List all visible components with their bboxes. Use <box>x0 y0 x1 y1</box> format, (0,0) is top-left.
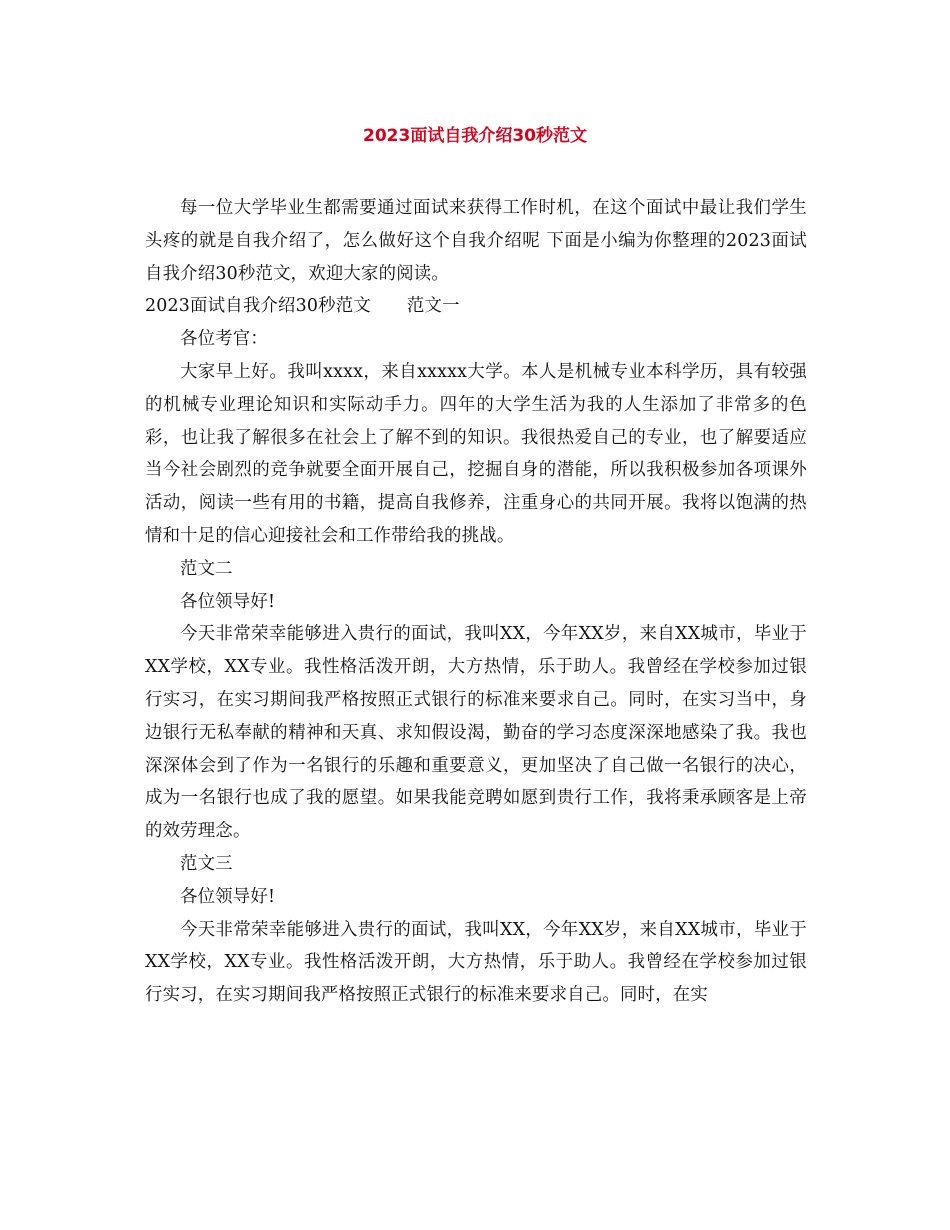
intro-paragraph: 每一位大学毕业生都需要通过面试来获得工作时机，在这个面试中最让我们学生头疼的就是自我介绍了，怎么做好这个自我介绍呢 下面是小编为你整理的2023面试自我介绍30秒范文，欢迎大家的阅读。 <box>145 198 807 284</box>
sample-3-heading: 范文三 <box>180 853 233 874</box>
sample-1-body: 大家早上好。我叫xxxx，来自xxxxx大学。本人是机械专业本科学历，具有较强的机械专业理论知识和实际动手力。四年的大学生活为我的人生添加了非常多的色彩，也让我了解很多在社会上了解不到的知识。我很热爱自己的专业，也了解要适应当今社会剧烈的竞争就要全面开展自己，挖掘自身的潜能，所以我积极参加各项课外活动，阅读一些有用的书籍，提高自我修养，注重身心的共同开展。我将以饱满的热情和十足的信心迎接社会和工作带给我的挑战。 <box>145 361 807 546</box>
sample-2-greeting: 各位领导好! <box>180 591 276 612</box>
sample-2-heading: 范文二 <box>180 558 233 579</box>
document-body <box>145 192 807 1012</box>
sample-1-greeting: 各位考官： <box>180 329 268 350</box>
subheading-label: 范文一 <box>406 296 460 317</box>
sample-3-greeting: 各位领导好! <box>180 886 276 907</box>
document-title: 2023面试自我介绍30秒范文 <box>363 126 587 146</box>
subheading <box>145 290 807 323</box>
sample-2-body: 今天非常荣幸能够进入贵行的面试，我叫XX，今年XX岁，来自XX城市，毕业于XX学校，XX专业。我性格活泼开朗，大方热情，乐于助人。我曾经在学校参加过银行实习，在实习期间我严格按照正式银行的标准来要求自己。同时，在实习当中，身边银行无私奉献的精神和天真、求知假设渴，勤奋的学习态度深深地感染了我。我也深深体会到了作为一名银行的乐趣和重要意义，更加坚决了自己做一名银行的决心，成为一名银行也成了我的愿望。如果我能竞聘如愿到贵行工作，我将秉承顾客是上帝的效劳理念。 <box>145 624 807 842</box>
sample-3-body: 今天非常荣幸能够进入贵行的面试，我叫XX，今年XX岁，来自XX城市，毕业于XX学校，XX专业。我性格活泼开朗，大方热情，乐于助人。我曾经在学校参加过银行实习，在实习期间我严格按照正式银行的标准来要求自己。同时，在实 <box>145 919 807 1006</box>
subheading-title: 2023面试自我介绍30秒范文 <box>145 296 371 317</box>
